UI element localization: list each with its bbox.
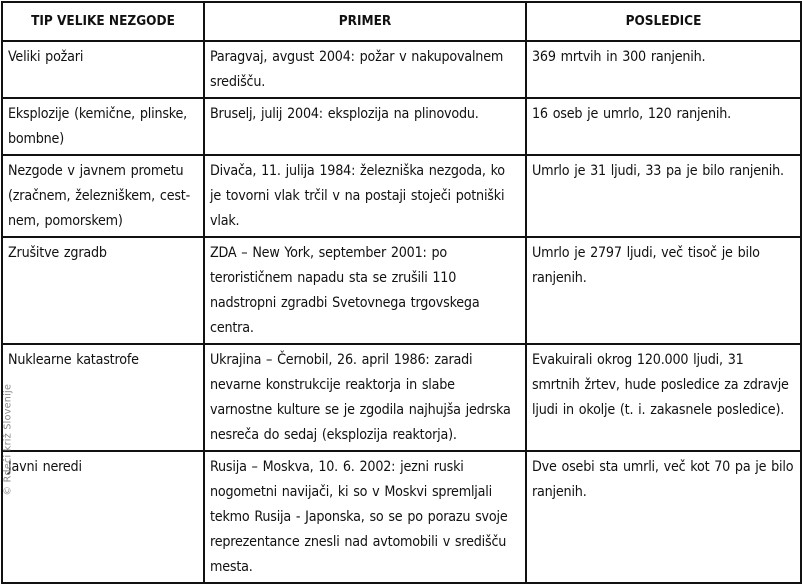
row-example: Bruselj, julij 2004: eksplozija na plinovodu.: [204, 98, 526, 155]
header-type: TIP VELIKE NEZGODE: [2, 2, 204, 41]
row-type: Zrušitve zgradb: [2, 237, 204, 344]
row-example: Divača, 11. julija 1984: železniška nezgoda, ko je tovorni vlak trčil v na postaji stoječi potniški vlak.: [204, 155, 526, 237]
table-row: [2, 155, 801, 237]
row-consequences: 16 oseb je umrlo, 120 ranjenih.: [526, 98, 801, 155]
row-type: Eksplozije (kemične, plinske, bombne): [2, 98, 204, 155]
table-row: [2, 98, 801, 155]
row-consequences: Umrlo je 31 ljudi, 33 pa je bilo ranjenih.: [526, 155, 801, 237]
row-type: Javni neredi: [2, 451, 204, 583]
row-consequences: Umrlo je 2797 ljudi, več tisoč je bilo ranjenih.: [526, 237, 801, 344]
copyright-credit: © Rdeči križ Slovenije: [2, 383, 14, 496]
row-consequences: Evakuirali okrog 120.000 ljudi, 31 smrtnih žrtev, hude posledice za zdravje ljudi in okolje (t. i. zakasnele posledice).: [526, 344, 801, 451]
header-consequences: POSLEDICE: [526, 2, 801, 41]
row-example: Paragvaj, avgust 2004: požar v nakupovalnem središču.: [204, 41, 526, 98]
row-type: Nuklearne katastrofe: [2, 344, 204, 451]
table-row: [2, 41, 801, 98]
table-row: [2, 237, 801, 344]
table-row: [2, 451, 801, 583]
row-consequences: 369 mrtvih in 300 ranjenih.: [526, 41, 801, 98]
row-example: Rusija – Moskva, 10. 6. 2002: jezni ruski nogometni navijači, ki so v Moskvi spremljali tekmo Rusija - Japonska, so se po porazu svoje reprezentance znesli nad avtomobili v središču mesta.: [204, 451, 526, 583]
header-example: PRIMER: [204, 2, 526, 41]
row-type: Nezgode v javnem prometu (zračnem, železniškem, cest-nem, pomorskem): [2, 155, 204, 237]
row-consequences: Dve osebi sta umrli, več kot 70 pa je bilo ranjenih.: [526, 451, 801, 583]
row-example: ZDA – New York, september 2001: po terorističnem napadu sta se zrušili 110 nadstropni zgradbi Svetovnega trgovskega centra.: [204, 237, 526, 344]
row-example: Ukrajina – Černobil, 26. april 1986: zaradi nevarne konstrukcije reaktorja in slabe varnostne kulture se je zgodila najhujša jedrska nesreča do sedaj (eksplozija reaktorja).: [204, 344, 526, 451]
table-row: [2, 344, 801, 451]
disaster-table: [1, 1, 802, 584]
header-row: [2, 2, 801, 41]
row-type: Veliki požari: [2, 41, 204, 98]
